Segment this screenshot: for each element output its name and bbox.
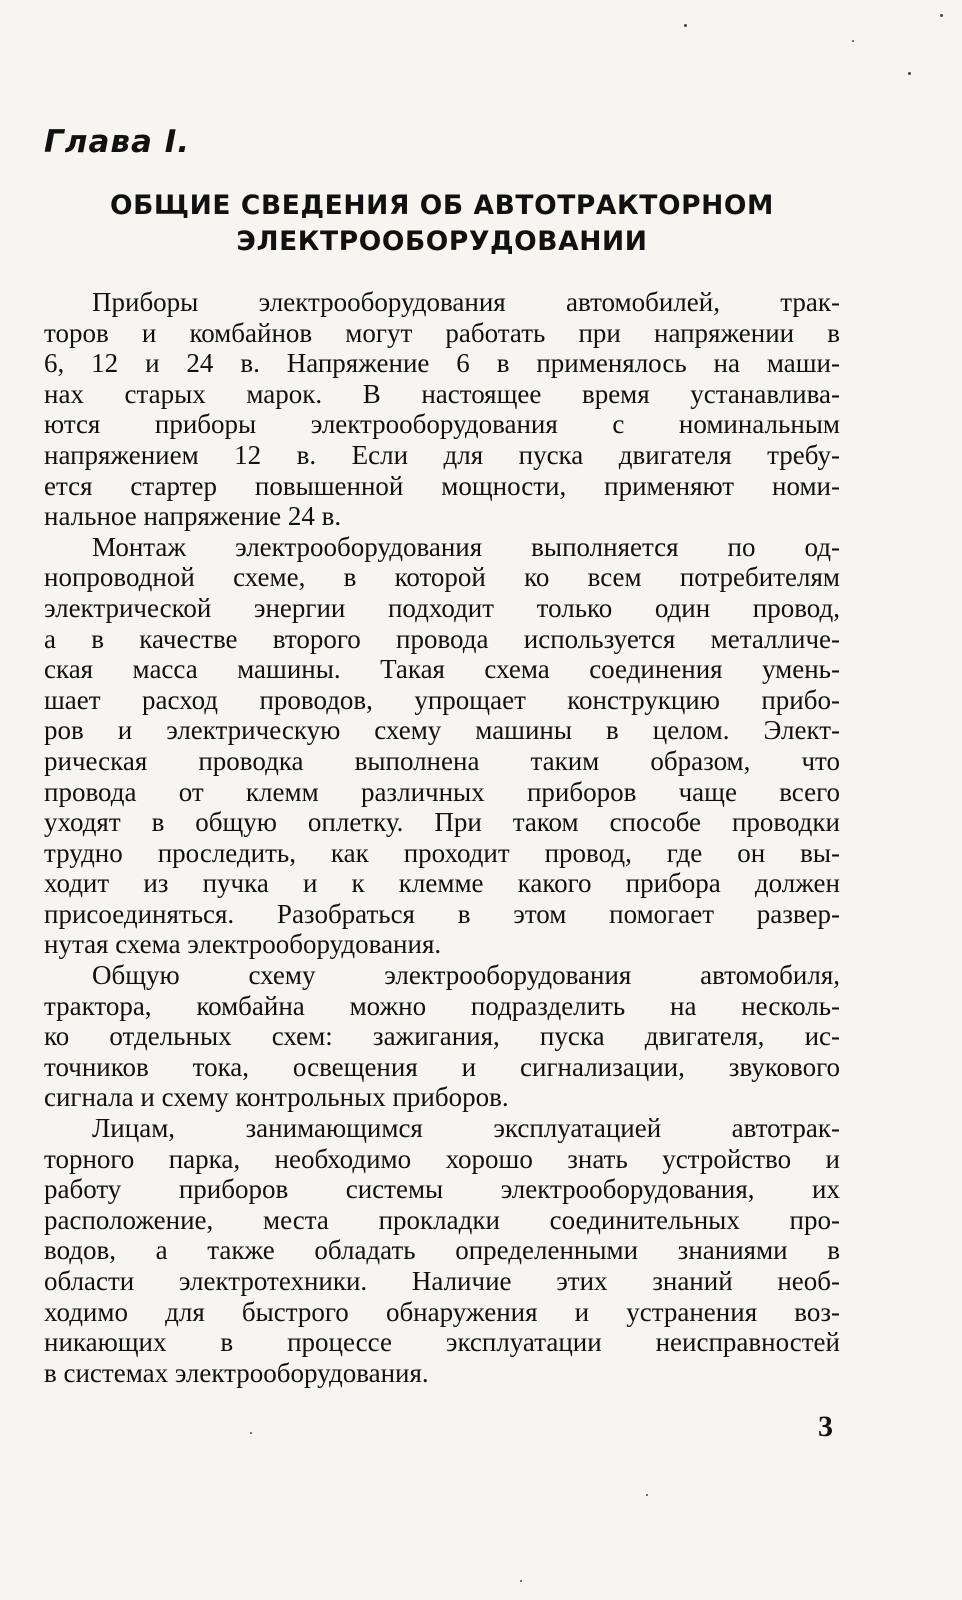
text-line: нутая схема электрооборудования. <box>44 929 442 960</box>
scan-speck <box>684 24 687 27</box>
text-line: Монтаж электрооборудования выполняется по од- <box>92 531 840 562</box>
text-line: расположение, места прокладки соединительных про- <box>44 1204 840 1235</box>
page-number: 3 <box>818 1410 833 1443</box>
text-line: Приборы электрооборудования автомобилей, трак- <box>92 287 840 317</box>
chapter-title <box>44 188 840 260</box>
chapter-title-line: ЭЛЕКТРООБОРУДОВАНИИ <box>236 226 648 257</box>
scan-speck <box>852 40 854 42</box>
scan-speck <box>940 14 943 17</box>
text-line: в системах электрооборудования. <box>44 1357 429 1388</box>
text-line: ется стартер повышенной мощности, применяют номи- <box>44 470 840 501</box>
text-line: нопроводной схеме, в которой ко всем потребителям <box>44 562 840 593</box>
chapter-label: Глава I. <box>44 124 191 160</box>
text-line: ходит из пучка и к клемме какого прибора должен <box>44 868 840 899</box>
text-line: провода от клемм различных приборов чаще всего <box>44 776 840 807</box>
text-line: трудно проследить, как проходит провод, где он вы- <box>44 837 840 868</box>
text-line: трактора, комбайна можно подразделить на несколь- <box>44 990 840 1021</box>
text-line: ко отдельных схем: зажигания, пуска двигателя, ис- <box>44 1021 840 1052</box>
text-line: торов и комбайнов могут работать при напряжении в <box>44 317 840 348</box>
text-line: электрической энергии подходит только один провод, <box>44 592 840 623</box>
chapter-title-line: ОБЩИЕ СВЕДЕНИЯ ОБ АВТОТРАКТОРНОМ <box>109 190 775 221</box>
text-line: точников тока, освещения и сигнализации, звукового <box>44 1051 840 1082</box>
text-line: присоединяться. Разобраться в этом помогает развер- <box>44 898 840 929</box>
text-line: нах старых марок. В настоящее время устанавлива- <box>44 378 840 409</box>
text-line: рическая проводка выполнена таким образом, что <box>44 745 840 776</box>
text-line: Общую схему электрооборудования автомобиля, <box>92 960 840 991</box>
text-line: 6, 12 и 24 в. Напряжение 6 в применялось на маши- <box>44 348 840 379</box>
text-line: ются приборы электрооборудования с номинальным <box>44 409 840 440</box>
text-line: Лицам, занимающимся эксплуатацией автотрак- <box>92 1113 840 1144</box>
scan-speck <box>250 1432 252 1434</box>
text-line: нальное напряжение 24 в. <box>44 501 342 532</box>
text-line: а в качестве второго провода используется металличе- <box>44 623 840 654</box>
text-line: уходят в общую оплетку. При таком способе проводки <box>44 807 840 838</box>
text-line: ров и электрическую схему машины в целом. Элект- <box>44 715 840 746</box>
text-line: напряжением 12 в. Если для пуска двигателя требу- <box>44 439 840 470</box>
scan-speck <box>520 1580 522 1582</box>
text-line: работу приборов системы электрооборудования, их <box>44 1174 840 1205</box>
text-line: сигнала и схему контрольных приборов. <box>44 1082 509 1113</box>
text-line: никающих в процессе эксплуатации неисправностей <box>44 1327 840 1358</box>
text-line: водов, а также обладать определенными знаниями в <box>44 1235 840 1266</box>
text-line: шает расход проводов, упрощает конструкцию прибо- <box>44 684 840 715</box>
body-text <box>44 287 840 1388</box>
text-line: торного парка, необходимо хорошо знать устройство и <box>44 1143 840 1174</box>
text-line: ходимо для быстрого обнаружения и устранения воз- <box>44 1296 840 1327</box>
text-line: ская масса машины. Такая схема соединения умень- <box>44 654 840 685</box>
text-line: области электротехники. Наличие этих знаний необ- <box>44 1266 840 1296</box>
scan-speck <box>908 72 911 75</box>
scan-speck <box>646 1494 648 1496</box>
